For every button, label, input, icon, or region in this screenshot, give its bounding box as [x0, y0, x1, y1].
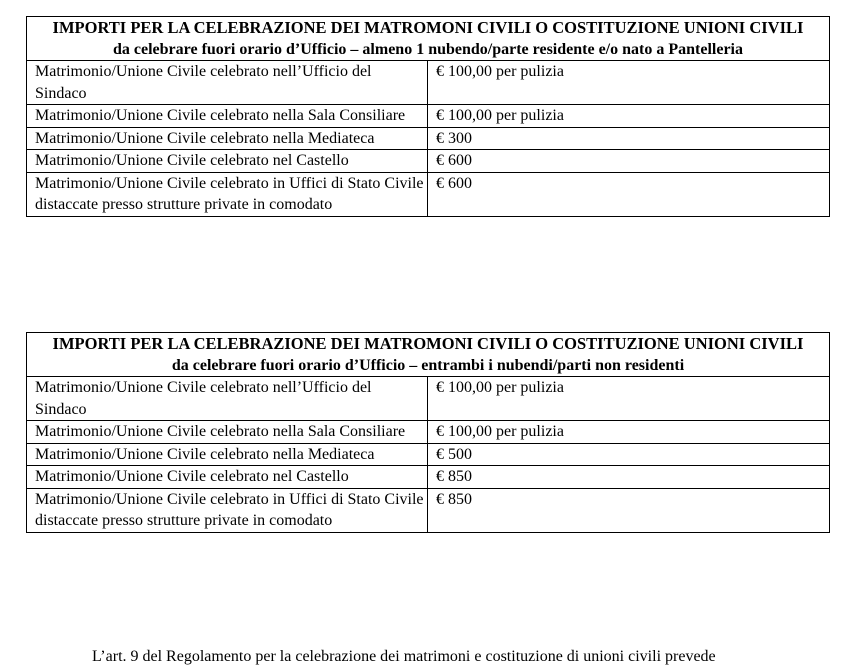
table-subtitle: da celebrare fuori orario d’Ufficio – almeno 1 nubendo/parte residente e/o nato a Pantelleria: [113, 40, 743, 58]
venue-cell: Matrimonio/Unione Civile celebrato nel Castello: [27, 466, 428, 489]
amount-cell: € 300: [428, 127, 830, 150]
amount-cell: € 500: [428, 443, 830, 466]
venue-cell: Matrimonio/Unione Civile celebrato nella Mediateca: [27, 443, 428, 466]
fees-table-non-residents: [26, 332, 830, 533]
table-row: [27, 377, 830, 421]
table-row: [27, 421, 830, 444]
table-header-row: [27, 17, 830, 61]
table-row: [27, 443, 830, 466]
table-subtitle: da celebrare fuori orario d’Ufficio – entrambi i nubendi/parti non residenti: [171, 356, 685, 374]
table-row: [27, 61, 830, 105]
amount-cell: € 850: [428, 466, 830, 489]
venue-cell: Matrimonio/Unione Civile celebrato nella Mediateca: [27, 127, 428, 150]
venue-cell: Matrimonio/Unione Civile celebrato nell’Ufficio del Sindaco: [27, 61, 428, 105]
table-row: [27, 488, 830, 532]
amount-cell: € 100,00 per pulizia: [428, 421, 830, 444]
body-text-line: L’art. 9 del Regolamento per la celebrazione dei matrimoni e costituzione di unioni civili prevede: [92, 648, 716, 665]
amount-cell: € 100,00 per pulizia: [428, 105, 830, 128]
venue-cell: Matrimonio/Unione Civile celebrato nella Sala Consiliare: [27, 421, 428, 444]
venue-cell: Matrimonio/Unione Civile celebrato nel Castello: [27, 150, 428, 173]
table-header: [27, 333, 830, 377]
table-header-row: [27, 333, 830, 377]
table-row: [27, 150, 830, 173]
venue-cell: Matrimonio/Unione Civile celebrato nell’Ufficio del Sindaco: [27, 377, 428, 421]
venue-cell: Matrimonio/Unione Civile celebrato in Uffici di Stato Civile distaccate presso strutture private in comodato: [27, 488, 428, 532]
amount-cell: € 100,00 per pulizia: [428, 61, 830, 105]
table-row: [27, 127, 830, 150]
table-row: [27, 466, 830, 489]
amount-cell: € 100,00 per pulizia: [428, 377, 830, 421]
table-row: [27, 105, 830, 128]
amount-cell: € 600: [428, 172, 830, 216]
amount-cell: € 850: [428, 488, 830, 532]
table-header: [27, 17, 830, 61]
venue-cell: Matrimonio/Unione Civile celebrato nella Sala Consiliare: [27, 105, 428, 128]
venue-cell: Matrimonio/Unione Civile celebrato in Uffici di Stato Civile distaccate presso strutture private in comodato: [27, 172, 428, 216]
fees-table-residents: [26, 16, 830, 217]
table-row: [27, 172, 830, 216]
table-title: IMPORTI PER LA CELEBRAZIONE DEI MATROMONI CIVILI O COSTITUZIONE UNIONI CIVILI: [52, 18, 804, 37]
amount-cell: € 600: [428, 150, 830, 173]
table-title: IMPORTI PER LA CELEBRAZIONE DEI MATROMONI CIVILI O COSTITUZIONE UNIONI CIVILI: [52, 334, 804, 353]
